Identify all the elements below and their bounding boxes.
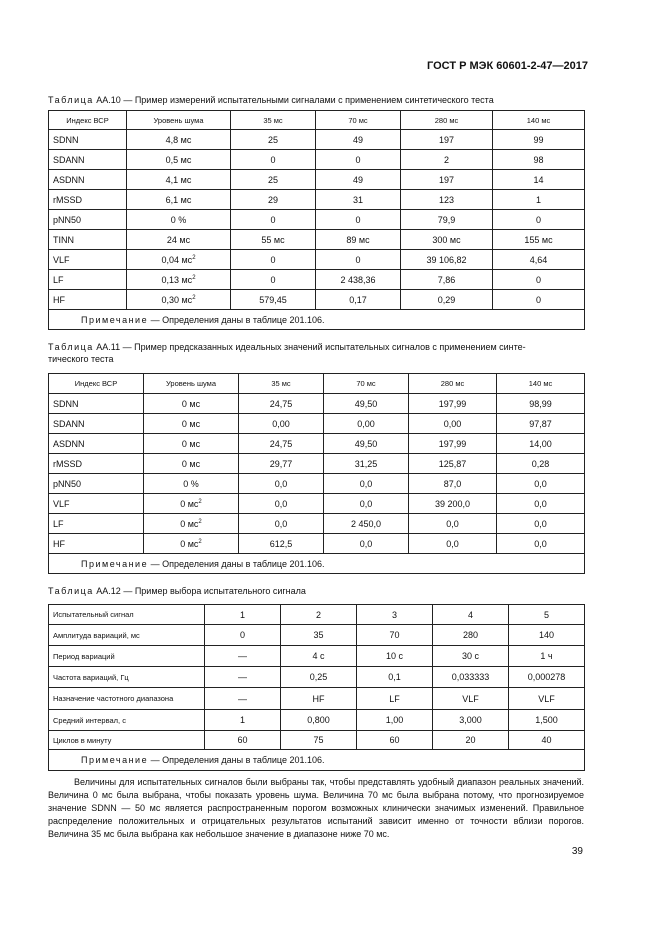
- table-aa10: [48, 110, 585, 330]
- cell-value: 0 мс: [180, 518, 199, 529]
- table-row: [49, 514, 585, 534]
- note-text: — Определения даны в таблице 201.106.: [148, 314, 325, 325]
- table-cell: 35: [281, 625, 357, 646]
- table-cell: TINN: [49, 230, 127, 250]
- table-note: [49, 554, 585, 574]
- table-cell: 0: [493, 210, 585, 230]
- table-row: [49, 290, 585, 310]
- superscript: 2: [192, 254, 196, 261]
- table-cell: SDNN: [49, 130, 127, 150]
- table-cell: 39 200,0: [409, 494, 497, 514]
- header-cell: 280 мс: [401, 111, 493, 130]
- table-cell: 0,5 мс: [127, 150, 231, 170]
- table-cell: 60: [357, 731, 433, 750]
- table-cell: 14,00: [497, 434, 585, 454]
- table-cell: pNN50: [49, 210, 127, 230]
- table-cell: 89 мс: [316, 230, 401, 250]
- table-cell: 1,00: [357, 710, 433, 731]
- table-cell: 0,28: [497, 454, 585, 474]
- table-cell: 1: [205, 710, 281, 731]
- note-row: [49, 310, 585, 330]
- table-cell: 1,500: [509, 710, 585, 731]
- table-cell: 0 мс: [144, 434, 239, 454]
- table-cell: 24,75: [239, 434, 324, 454]
- cell-value: 0 мс: [180, 498, 199, 509]
- table-note: [49, 750, 585, 771]
- table-cell: 0,000278: [509, 667, 585, 688]
- header-row: [49, 374, 585, 394]
- table-cell: 579,45: [231, 290, 316, 310]
- table-row: [49, 250, 585, 270]
- header-cell: 70 мс: [316, 111, 401, 130]
- table-cell: 155 мс: [493, 230, 585, 250]
- table-cell: 0: [231, 210, 316, 230]
- table-cell: Назначение частотного диапазона: [49, 688, 205, 710]
- table-cell: Частота вариаций, Гц: [49, 667, 205, 688]
- table-cell: 0,0: [239, 514, 324, 534]
- table-cell: 123: [401, 190, 493, 210]
- header-cell: 280 мс: [409, 374, 497, 394]
- table-note: [49, 310, 585, 330]
- table2-caption: [48, 341, 588, 365]
- table-row: [49, 454, 585, 474]
- table-cell: 280: [433, 625, 509, 646]
- table-cell: 24 мс: [127, 230, 231, 250]
- table-row: [49, 646, 585, 667]
- table-cell: 10 с: [357, 646, 433, 667]
- table-cell: 0,00: [409, 414, 497, 434]
- table-cell: 0 мс: [144, 394, 239, 414]
- header-cell: Индекс ВСР: [49, 111, 127, 130]
- table-cell: 0,00: [239, 414, 324, 434]
- table-cell: [127, 270, 231, 290]
- header-cell: Уровень шума: [144, 374, 239, 394]
- table-cell: 14: [493, 170, 585, 190]
- table-cell: 0: [493, 270, 585, 290]
- cell-value: 0,04 мс: [161, 254, 193, 265]
- note-text: — Определения даны в таблице 201.106.: [148, 755, 325, 765]
- table-cell: Циклов в минуту: [49, 731, 205, 750]
- superscript: 2: [192, 294, 196, 301]
- table-aa12: [48, 604, 585, 771]
- superscript: 2: [198, 518, 202, 525]
- caption-text: АА.10 — Пример измерений испытательными сигналами с применением синтетического теста: [93, 95, 494, 105]
- table-cell: 39 106,82: [401, 250, 493, 270]
- table-cell: 125,87: [409, 454, 497, 474]
- table-cell: 0,800: [281, 710, 357, 731]
- table-cell: Период вариаций: [49, 646, 205, 667]
- table-cell: 1 ч: [509, 646, 585, 667]
- table-cell: SDANN: [49, 150, 127, 170]
- table-cell: 75: [281, 731, 357, 750]
- table-row: [49, 170, 585, 190]
- table-cell: 4,1 мс: [127, 170, 231, 190]
- table-cell: 31: [316, 190, 401, 210]
- table-cell: 49: [316, 170, 401, 190]
- table-cell: 70: [357, 625, 433, 646]
- header-cell: Уровень шума: [127, 111, 231, 130]
- table-cell: 4 с: [281, 646, 357, 667]
- table-cell: 0: [231, 270, 316, 290]
- note-row: [49, 554, 585, 574]
- table-cell: HF: [49, 290, 127, 310]
- table-cell: LF: [357, 688, 433, 710]
- table-cell: Средний интервал, с: [49, 710, 205, 731]
- table-cell: [144, 534, 239, 554]
- table-cell: —: [205, 688, 281, 710]
- table-cell: 0,0: [497, 534, 585, 554]
- note-text: — Определения даны в таблице 201.106.: [148, 558, 325, 569]
- table-row: [49, 605, 585, 625]
- table-cell: 300 мс: [401, 230, 493, 250]
- table-cell: 0: [316, 210, 401, 230]
- table-cell: 40: [509, 731, 585, 750]
- table-row: [49, 230, 585, 250]
- table-cell: 98,99: [497, 394, 585, 414]
- table-cell: 0,0: [324, 494, 409, 514]
- note-word: Примечание: [81, 755, 149, 765]
- table-row: [49, 434, 585, 454]
- table3-caption: [48, 585, 588, 597]
- table-row: [49, 494, 585, 514]
- table-row: [49, 474, 585, 494]
- table-row: [49, 625, 585, 646]
- table-cell: VLF: [509, 688, 585, 710]
- table-cell: 2 438,36: [316, 270, 401, 290]
- table-cell: 0: [205, 625, 281, 646]
- table-cell: 0,1: [357, 667, 433, 688]
- caption-text: АА.11 — Пример предсказанных идеальных значений испытательных сигналов с применением синте-: [93, 342, 526, 352]
- superscript: 2: [198, 538, 202, 545]
- table-cell: 0 %: [127, 210, 231, 230]
- table-cell: 29,77: [239, 454, 324, 474]
- page-number: 39: [571, 846, 583, 857]
- table-cell: 612,5: [239, 534, 324, 554]
- table-cell: 0,0: [497, 514, 585, 534]
- superscript: 2: [198, 498, 202, 505]
- table-cell: SDNN: [49, 394, 144, 414]
- table-cell: 87,0: [409, 474, 497, 494]
- table-cell: ASDNN: [49, 434, 144, 454]
- table-cell: Испытательный сигнал: [49, 605, 205, 625]
- table-cell: —: [205, 646, 281, 667]
- table-cell: 1: [205, 605, 281, 625]
- table-cell: pNN50: [49, 474, 144, 494]
- table-cell: 4: [433, 605, 509, 625]
- table-cell: HF: [281, 688, 357, 710]
- caption-word: Таблица: [48, 95, 94, 105]
- table-cell: 29: [231, 190, 316, 210]
- table-cell: SDANN: [49, 414, 144, 434]
- paragraph-text: Величины для испытательных сигналов были выбраны так, чтобы представлять удобный диапазон реальных значений. Величина 0 мс была выбрана, чтобы показать уровень шума. Величина 70 мс была выбрана потому, что прогнозируемое значение SDNN — 50 мс является распространенным порогом возможных клинически значимых изменений. Правильное распределение положительных и отрицательных результатов испытаний зависит именно от точности вблизи порогов. Величина 35 мс была выбрана как небольшое значение в диапазоне ниже 70 мс.: [48, 777, 584, 839]
- table-cell: 0 %: [144, 474, 239, 494]
- table-row: [49, 270, 585, 290]
- table-cell: rMSSD: [49, 190, 127, 210]
- table-cell: 25: [231, 170, 316, 190]
- table-cell: 99: [493, 130, 585, 150]
- note-row: [49, 750, 585, 771]
- table-cell: 0: [231, 150, 316, 170]
- header-cell: 70 мс: [324, 374, 409, 394]
- cell-value: 0 мс: [180, 538, 199, 549]
- table-cell: 0,0: [497, 494, 585, 514]
- body-paragraph: [48, 776, 584, 841]
- table-row: [49, 688, 585, 710]
- table-cell: 197,99: [409, 394, 497, 414]
- caption-text: АА.12 — Пример выбора испытательного сигнала: [93, 586, 306, 596]
- table-cell: 79,9: [401, 210, 493, 230]
- table-cell: 1: [493, 190, 585, 210]
- table-cell: 0: [231, 250, 316, 270]
- table-cell: 0,0: [239, 494, 324, 514]
- table-cell: [144, 494, 239, 514]
- table-row: [49, 731, 585, 750]
- table-cell: LF: [49, 514, 144, 534]
- table-row: [49, 190, 585, 210]
- table-cell: 30 с: [433, 646, 509, 667]
- table-cell: 0 мс: [144, 414, 239, 434]
- table-cell: 0,0: [409, 534, 497, 554]
- header-cell: 35 мс: [231, 111, 316, 130]
- table1-caption: [48, 94, 588, 106]
- table-cell: 0,0: [239, 474, 324, 494]
- header-cell: Индекс ВСР: [49, 374, 144, 394]
- table-cell: 0,033333: [433, 667, 509, 688]
- header-row: [49, 111, 585, 130]
- table-cell: VLF: [49, 250, 127, 270]
- table-cell: 0,00: [324, 414, 409, 434]
- superscript: 2: [192, 274, 196, 281]
- table-cell: 0,0: [497, 474, 585, 494]
- table-cell: 197: [401, 170, 493, 190]
- table-row: [49, 130, 585, 150]
- table-cell: 0: [316, 150, 401, 170]
- table-cell: 197,99: [409, 434, 497, 454]
- table-cell: [127, 290, 231, 310]
- table-cell: HF: [49, 534, 144, 554]
- cell-value: 0,30 мс: [161, 294, 193, 305]
- caption-word: Таблица: [48, 586, 94, 596]
- table-cell: 20: [433, 731, 509, 750]
- table-cell: 0 мс: [144, 454, 239, 474]
- table-cell: 3: [357, 605, 433, 625]
- note-word: Примечание: [81, 314, 149, 325]
- table-cell: 24,75: [239, 394, 324, 414]
- table-row: [49, 710, 585, 731]
- table-cell: 2: [401, 150, 493, 170]
- table-row: [49, 210, 585, 230]
- table-cell: VLF: [49, 494, 144, 514]
- table-cell: Амплитуда вариаций, мс: [49, 625, 205, 646]
- table-cell: 25: [231, 130, 316, 150]
- header-cell: 35 мс: [239, 374, 324, 394]
- caption-word: Таблица: [48, 342, 94, 352]
- table-cell: 97,87: [497, 414, 585, 434]
- table-cell: rMSSD: [49, 454, 144, 474]
- table-cell: 7,86: [401, 270, 493, 290]
- table-cell: ASDNN: [49, 170, 127, 190]
- table-row: [49, 534, 585, 554]
- table-cell: VLF: [433, 688, 509, 710]
- table-cell: 197: [401, 130, 493, 150]
- table-cell: 0,0: [324, 534, 409, 554]
- table-cell: 31,25: [324, 454, 409, 474]
- table-cell: 2: [281, 605, 357, 625]
- table-cell: 60: [205, 731, 281, 750]
- table-cell: 0,29: [401, 290, 493, 310]
- table-cell: 55 мс: [231, 230, 316, 250]
- table-cell: —: [205, 667, 281, 688]
- table-cell: 49: [316, 130, 401, 150]
- table-cell: 0: [316, 250, 401, 270]
- table-cell: 0: [493, 290, 585, 310]
- table-row: [49, 667, 585, 688]
- table-cell: 4,8 мс: [127, 130, 231, 150]
- table-cell: LF: [49, 270, 127, 290]
- header-cell: 140 мс: [497, 374, 585, 394]
- table-cell: 49,50: [324, 394, 409, 414]
- document-header: ГОСТ Р МЭК 60601-2-47—2017: [427, 60, 588, 72]
- table-cell: [144, 514, 239, 534]
- note-word: Примечание: [81, 558, 149, 569]
- table-cell: 0,25: [281, 667, 357, 688]
- table-cell: [127, 250, 231, 270]
- table-cell: 4,64: [493, 250, 585, 270]
- header-cell: 140 мс: [493, 111, 585, 130]
- table-cell: 0,0: [324, 474, 409, 494]
- table-cell: 98: [493, 150, 585, 170]
- table-row: [49, 150, 585, 170]
- table-cell: 49,50: [324, 434, 409, 454]
- caption-text-line2: тического теста: [48, 354, 114, 364]
- cell-value: 0,13 мс: [161, 274, 193, 285]
- table-aa11: [48, 373, 585, 574]
- table-row: [49, 414, 585, 434]
- table-cell: 3,000: [433, 710, 509, 731]
- table-cell: 2 450,0: [324, 514, 409, 534]
- table-row: [49, 394, 585, 414]
- table-cell: 6,1 мс: [127, 190, 231, 210]
- table-cell: 5: [509, 605, 585, 625]
- table-cell: 140: [509, 625, 585, 646]
- table-cell: 0,17: [316, 290, 401, 310]
- table-cell: 0,0: [409, 514, 497, 534]
